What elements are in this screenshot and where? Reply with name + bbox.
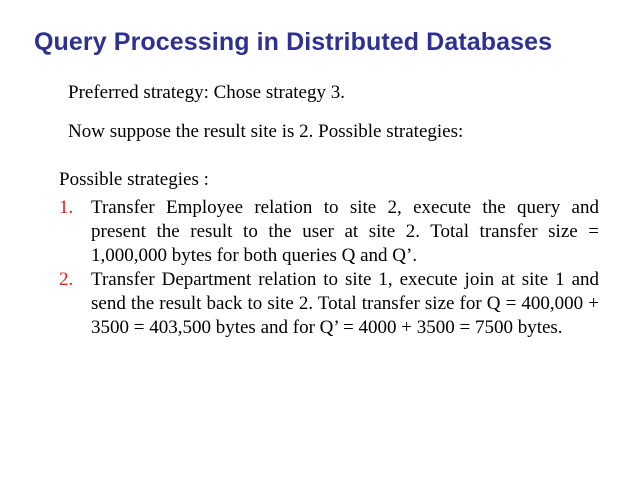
strategy-text-1: Transfer Employee relation to site 2, execute the query and present the result to the user at site 2. Total transfer size = 1,000,000 bytes for both queries Q and Q’. bbox=[91, 197, 599, 266]
strategy-number-1: 1. bbox=[59, 197, 74, 218]
strategy-text-2: Transfer Department relation to site 1, execute join at site 1 and send the result back to site 2. Total transfer size for Q = 400,000 + 3500 = 403,500 bytes and for Q’ = 4000 + 3500 = 7500 bytes. bbox=[91, 269, 599, 338]
strategy-number-2: 2. bbox=[59, 269, 74, 290]
preferred-strategy-text: Preferred strategy: Chose strategy 3. bbox=[68, 82, 345, 103]
strategy-item-2 bbox=[59, 268, 599, 340]
strategy-item-1 bbox=[59, 196, 599, 268]
possible-strategies-heading: Possible strategies : bbox=[59, 169, 209, 190]
slide-title: Query Processing in Distributed Databases bbox=[34, 28, 553, 56]
result-site-text: Now suppose the result site is 2. Possible strategies: bbox=[68, 121, 464, 142]
